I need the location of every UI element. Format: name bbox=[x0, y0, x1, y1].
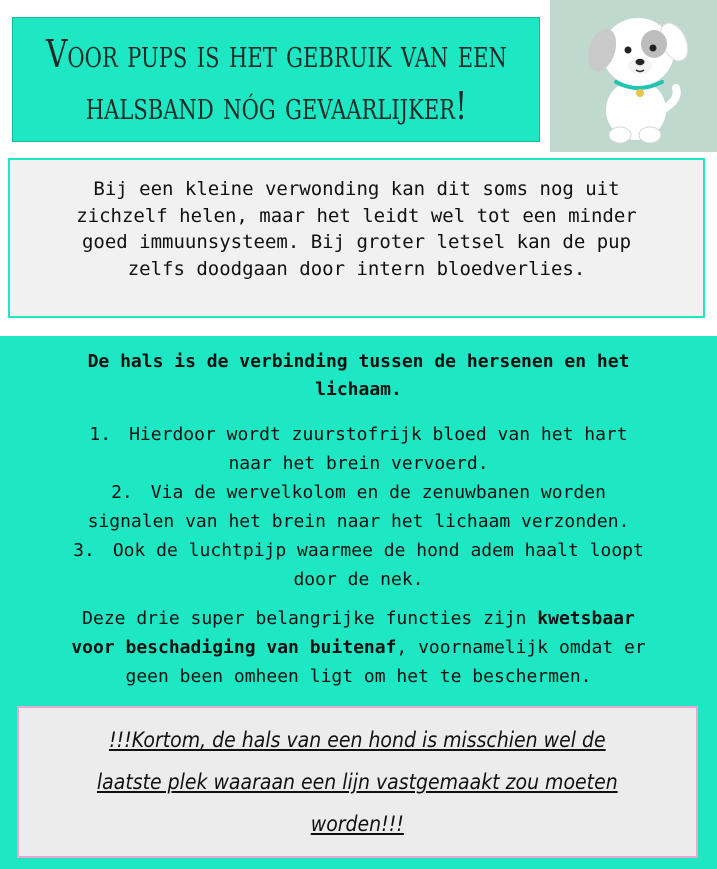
list-line-2: door de nek. bbox=[293, 569, 424, 590]
callout-line-2: laatste plek waaraan een lijn vastgemaakt zou moeten bbox=[97, 770, 618, 794]
callout-text bbox=[97, 719, 618, 845]
list-line-1: Hierdoor wordt zuurstofrijk bloed van het hart bbox=[129, 424, 628, 445]
section-heading bbox=[20, 348, 697, 404]
title-banner bbox=[12, 17, 540, 142]
puppy-illustration-panel bbox=[550, 0, 717, 152]
paragraph-bold-1: kwetsbaar bbox=[537, 608, 635, 629]
list-item bbox=[10, 478, 707, 536]
list-line-2: naar het brein vervoerd. bbox=[228, 453, 489, 474]
intro-box bbox=[8, 158, 705, 318]
list-line-2: signalen van het brein naar het lichaam verzonden. bbox=[87, 511, 630, 532]
conclusion-callout bbox=[17, 706, 698, 858]
intro-text bbox=[22, 176, 691, 282]
paragraph-bold-2: voor beschadiging van buitenaf bbox=[71, 637, 397, 658]
list-item bbox=[10, 536, 707, 594]
list-number: 1. bbox=[89, 424, 112, 445]
intro-line-1: Bij een kleine verwonding kan dit soms nog uit bbox=[93, 178, 620, 200]
intro-line-4: zelfs doodgaan door intern bloedverlies. bbox=[127, 257, 586, 280]
list-line-1: Via de wervelkolom en de zenuwbanen worden bbox=[150, 482, 606, 503]
list-number: 2. bbox=[111, 482, 133, 503]
list-item bbox=[10, 420, 707, 478]
callout-line-1: !!!Kortom, de hals van een hond is misschien wel de bbox=[109, 728, 606, 752]
paragraph-text-1: Deze drie super belangrijke functies zijn bbox=[82, 608, 538, 629]
title-line-2: halsband nóg gevaarlijker! bbox=[85, 83, 467, 128]
puppy-icon bbox=[550, 0, 717, 152]
paragraph-text-2: , voornamelijk omdat er bbox=[396, 637, 646, 658]
heading-line-2: lichaam. bbox=[315, 379, 402, 400]
callout-line-3: worden!!! bbox=[310, 812, 405, 836]
main-section bbox=[0, 336, 717, 869]
paragraph-text-3: geen been omheen ligt om het te beschermen. bbox=[125, 666, 592, 687]
list-line-1: Ook de luchtpijp waarmee de hond adem haalt loopt bbox=[112, 540, 644, 561]
list-number: 3. bbox=[73, 540, 95, 561]
heading-line-1: De hals is de verbinding tussen de hersenen en het bbox=[87, 351, 630, 372]
summary-paragraph bbox=[12, 604, 705, 691]
title-line-1: Voor pups is het gebruik van een bbox=[45, 31, 507, 76]
intro-line-2: zichzelf helen, maar het leidt wel tot een minder bbox=[76, 204, 637, 227]
intro-line-3: goed immuunsysteem. Bij groter letsel kan de pup bbox=[81, 231, 632, 253]
function-list bbox=[10, 420, 707, 594]
